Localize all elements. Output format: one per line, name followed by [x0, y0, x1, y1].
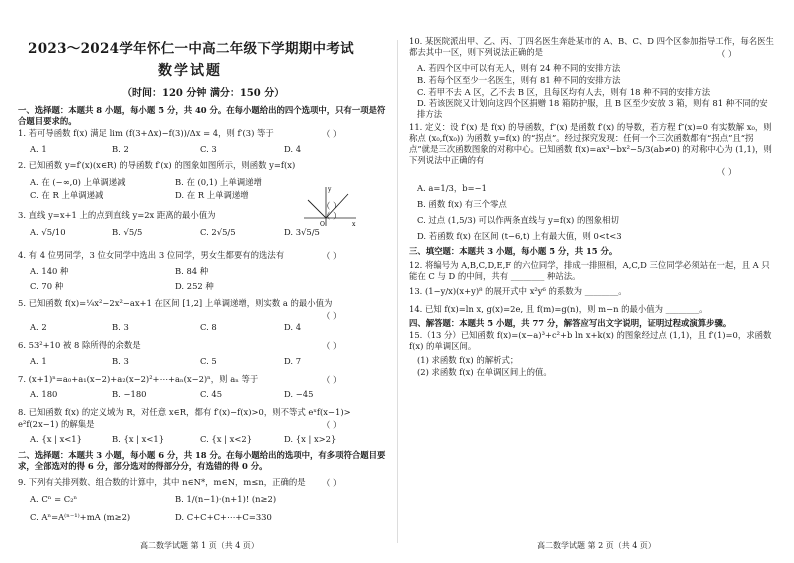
- q8-option-b: B. {x | x<1}: [112, 434, 165, 444]
- q11-option-d: D. 若函数 f(x) 在区间 (t−6,t) 上有最大值，则 0<t<3: [417, 231, 622, 241]
- q6-option-b: B. 3: [112, 356, 129, 366]
- q15-subquestion-1: (1) 求函数 f(x) 的解析式；: [417, 355, 519, 365]
- q9-option-a: A. Cⁿ = C₂ⁿ: [30, 494, 78, 504]
- q8-option-a: A. {x | x<1}: [30, 434, 82, 444]
- graph-x-label: x: [352, 221, 356, 228]
- answer-paren: （ ）: [322, 375, 342, 385]
- q4-option-b: B. 84 种: [175, 266, 209, 276]
- graph-y-label: y: [328, 186, 332, 193]
- section-1-heading: 一、选择题：本题共 8 小题，每小题 5 分，共 40 分。在每小题给出的四个选项中，只有一项是符合题目要求的。: [18, 105, 386, 126]
- q1-option-c: C. 3: [200, 144, 217, 154]
- q5-option-a: A. 2: [30, 322, 47, 332]
- exam-info: （时间：120 分钟 满分：150 分）: [122, 88, 285, 99]
- q5-option-b: B. 3: [112, 322, 129, 332]
- answer-paren: （ ）: [322, 478, 342, 488]
- q10-option-d: D. 若该医院又计划向这四个区捐赠 18 箱防护服，且 B 区至少安放 3 箱，则有 81 种不同的安排方法: [417, 98, 768, 119]
- question-6: 6. 53²+10 被 8 除所得的余数是: [18, 340, 141, 350]
- subject-title: 数学试题: [158, 63, 222, 79]
- q2-option-c: C. 在 R 上单调递减: [30, 190, 104, 200]
- q1-option-d: D. 4: [284, 144, 302, 154]
- answer-paren: （ ）: [322, 201, 342, 211]
- question-11: 11. 定义：设 f′(x) 是 f(x) 的导函数，f″(x) 是函数 f′(x) 的导数，若方程 f″(x)=0 有实数解 x₀，则称点 (x₀,f(x₀)) 为函数 y=f(x) 的“拐点”。经过探究发现：任何一个三次函数都有“拐点”且“拐点”就是三次函数图象的对称中心。已知函数 f(x)=ax³−bx²−5/3(ab≠0) 的对称中心为 (1,1)，则下列说法中正确的有: [409, 122, 772, 165]
- q6-option-a: A. 1: [30, 356, 47, 366]
- q8-option-d: D. {x | x>2}: [284, 434, 337, 444]
- question-3: 3. 直线 y=x+1 上的点到直线 y=2x 距离的最小值为: [18, 210, 216, 220]
- q2-option-d: D. 在 R 上单调递增: [175, 190, 249, 200]
- section-4-heading: 四、解答题：本题共 5 小题，共 77 分，解答应写出文字说明，证明过程或演算步骤。: [409, 318, 732, 328]
- q9-option-b: B. 1/(n−1)·(n+1)! (n≥2): [175, 494, 277, 504]
- q7-option-b: B. −180: [112, 389, 147, 399]
- q3-option-b: B. √5/5: [112, 227, 143, 237]
- q6-option-d: D. 7: [284, 356, 302, 366]
- q7-option-d: D. −45: [284, 389, 314, 399]
- answer-paren: （ ）: [322, 211, 342, 221]
- q4-option-c: C. 70 种: [30, 281, 64, 291]
- question-10: 10. 某医院派出甲、乙、丙、丁四名医生奔赴某市的 A、B、C、D 四个区参加指导工作，每名医生都去其中一区，则下列说法正确的是: [409, 36, 774, 57]
- question-12: 12. 将编号为 A,B,C,D,E,F 的六位同学，排成一排照相，A,C,D 三位同学必须站在一起，且 A 只能在 C 与 D 的中间，共有 ________ 种站法。: [409, 260, 770, 281]
- q1-option-a: A. 1: [30, 144, 47, 154]
- answer-paren: （ ）: [322, 129, 342, 139]
- answer-paren: （ ）: [717, 49, 737, 59]
- page-footer: 高二数学试题 第 2 页（共 4 页）: [537, 541, 656, 550]
- q3-option-a: A. √5/10: [30, 227, 66, 237]
- q1-option-b: B. 2: [112, 144, 129, 154]
- q4-option-d: D. 252 种: [175, 281, 214, 291]
- question-8-cont: e²f(2x−1) 的解集是: [18, 419, 95, 429]
- right-page: [397, 0, 794, 563]
- q6-option-c: C. 5: [200, 356, 217, 366]
- q11-option-a: A. a=1/3，b=−1: [417, 183, 487, 193]
- section-2-heading: 二、选择题：本题共 3 小题，每小题 6 分，共 18 分。在每小题给出的选项中，有多项符合题目要求，全部选对的得 6 分，部分选对的得部分分，有选错的得 0 分。: [18, 450, 386, 471]
- q3-option-d: D. 3√5/5: [284, 227, 320, 237]
- q11-option-b: B. 函数 f(x) 有三个零点: [417, 199, 507, 209]
- q11-option-c: C. 过点 (1,5/3) 可以作两条直线与 y=f(x) 的图象相切: [417, 215, 619, 225]
- question-8: 8. 已知函数 f(x) 的定义域为 R，对任意 x∈R，都有 f′(x)−f(x)>0，则不等式 eˣf(x−1)>: [18, 407, 351, 417]
- question-14: 14. 已知 f(x)=ln x, g(x)=2e, 且 f(m)=g(n)，则 m−n 的最小值为 ________。: [409, 304, 708, 314]
- question-13: 13. (1−y/x)(x+y)⁸ 的展开式中 x²y⁶ 的系数为 ________。: [409, 286, 627, 296]
- q9-option-c: C. Aⁿ=A⁽ⁿ⁻¹⁾+mA (m≥2): [30, 512, 131, 522]
- q7-option-c: C. 45: [200, 389, 223, 399]
- q5-option-d: D. 4: [284, 322, 302, 332]
- q5-option-c: C. 8: [200, 322, 217, 332]
- answer-paren: （ ）: [322, 341, 342, 351]
- q10-option-b: B. 若每个区至少一名医生，则有 81 种不同的安排方法: [417, 75, 621, 85]
- q2-option-b: B. 在 (0,1) 上单调递增: [175, 177, 262, 187]
- q10-option-c: C. 若甲不去 A 区，乙不去 B 区，且每区均有人去，则有 18 种不同的安排方法: [417, 87, 711, 97]
- answer-paren: （ ）: [322, 420, 342, 430]
- q10-option-a: A. 若四个区中可以有无人，则有 24 种不同的安排方法: [417, 63, 621, 73]
- question-5: 5. 已知函数 f(x)=¼x²−2x²−ax+1 在区间 [1,2] 上单调递增，则实数 a 的最小值为: [18, 298, 333, 308]
- answer-paren: （ ）: [717, 167, 737, 177]
- question-15: 15.（13 分）已知函数 f(x)=(x−a)³+c²+b ln x+k(x) 的图象经过点 (1,1)，且 f′(1)=0，求函数 f(x) 的单调区间。: [409, 330, 772, 351]
- q7-option-a: A. 180: [30, 389, 58, 399]
- q2-option-a: A. 在 (−∞,0) 上单调递减: [30, 177, 126, 187]
- q3-option-c: C. 2√5/5: [200, 227, 236, 237]
- exam-title: 2023～2024学年怀仁一中高二年级下学期期中考试: [28, 41, 354, 57]
- q4-option-a: A. 140 种: [30, 266, 69, 276]
- answer-paren: （ ）: [322, 251, 342, 261]
- question-7: 7. (x+1)ⁿ=a₀+a₁(x−2)+a₂(x−2)²+⋯+aₙ(x−2)ⁿ，则 aₙ 等于: [18, 374, 259, 384]
- answer-paren: （ ）: [322, 311, 342, 321]
- question-2: 2. 已知函数 y=f′(x)(x∈R) 的导函数 f′(x) 的图象如图所示，则函数 y=f(x): [18, 160, 296, 170]
- q15-subquestion-2: (2) 求函数 f(x) 在单调区间上的值。: [417, 367, 552, 377]
- q9-option-d: D. C+C+C+⋯+C=330: [175, 512, 272, 522]
- question-4: 4. 有 4 位男同学，3 位女同学中选出 3 位同学，男女生都要有的选法有: [18, 250, 285, 260]
- q8-option-c: C. {x | x<2}: [200, 434, 253, 444]
- question-1: 1. 若可导函数 f(x) 满足 lim (f(3+Δx)−f(3))/Δx = 4，则 f′(3) 等于: [18, 128, 274, 138]
- graph-origin-label: O: [320, 221, 325, 228]
- page-footer: 高二数学试题 第 1 页（共 4 页）: [140, 541, 259, 550]
- section-3-heading: 三、填空题：本题共 3 小题，每小题 5 分，共 15 分。: [409, 246, 618, 256]
- question-9: 9. 下列有关排列数、组合数的计算中，其中 n∈N*，m∈N，m≤n，正确的是: [18, 477, 306, 487]
